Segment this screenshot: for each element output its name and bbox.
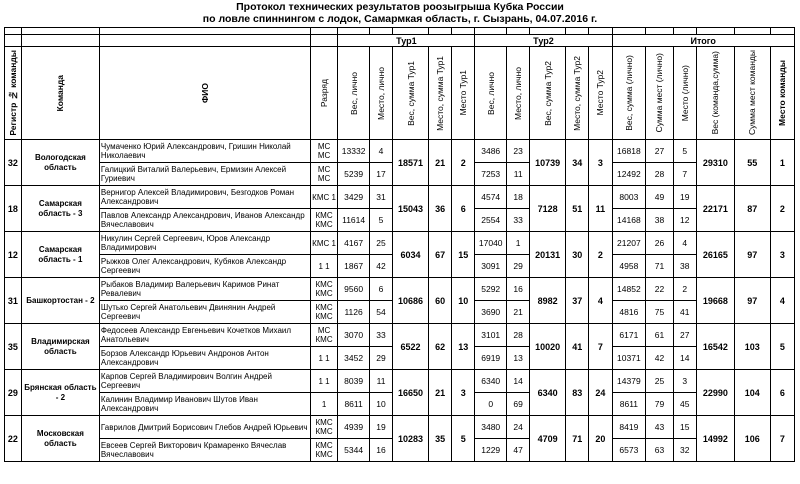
t2-teamplace: 11 — [589, 186, 612, 232]
header-t1-weight: Вес, лично — [348, 71, 359, 115]
tot-weight: 10371 — [612, 347, 646, 370]
tot-place: 19 — [673, 186, 696, 209]
tot-place: 32 — [673, 439, 696, 462]
tot-weight: 12492 — [612, 163, 646, 186]
member-fio: Борзов Александр Юрьевич Андронов Антон Александрович — [99, 347, 310, 370]
team-places: 103 — [734, 324, 770, 370]
t1-weight: 3452 — [338, 347, 370, 370]
t1-place: 31 — [369, 186, 392, 209]
t1-placesum: 36 — [428, 186, 451, 232]
member-rank: КМС 1 — [310, 232, 337, 255]
header-reg: Регистр № команды — [7, 50, 18, 136]
tot-weight: 14168 — [612, 209, 646, 232]
t1-weight: 13332 — [338, 140, 370, 163]
tot-place: 15 — [673, 416, 696, 439]
t1-placesum: 62 — [428, 324, 451, 370]
team-weight: 16542 — [696, 324, 734, 370]
t1-placesum: 60 — [428, 278, 451, 324]
t2-weight: 6340 — [475, 370, 507, 393]
t2-weight: 1229 — [475, 439, 507, 462]
protocol-title — [0, 0, 800, 27]
t2-teamplace: 4 — [589, 278, 612, 324]
team-places: 106 — [734, 416, 770, 462]
member-rank: 1 1 — [310, 255, 337, 278]
t2-placesum: 34 — [566, 140, 589, 186]
header-group-row — [5, 35, 795, 47]
t1-weight: 8039 — [338, 370, 370, 393]
header-t2-placesum: Место, сумма Тур2 — [572, 55, 583, 131]
tot-placesum: 27 — [646, 140, 673, 163]
tot-place: 4 — [673, 232, 696, 255]
member-fio: Чумаченко Юрий Александрович, Гришин Николай Николаевич — [99, 140, 310, 163]
t2-weight: 7253 — [475, 163, 507, 186]
group-tur2: Тур2 — [475, 35, 612, 47]
member-rank: 1 — [310, 393, 337, 416]
team-place: 2 — [770, 186, 794, 232]
t2-teamplace: 20 — [589, 416, 612, 462]
t1-place: 5 — [369, 209, 392, 232]
tot-weight: 6171 — [612, 324, 646, 347]
t1-teamplace: 6 — [452, 186, 475, 232]
t2-place: 29 — [507, 255, 530, 278]
t1-teamplace: 10 — [452, 278, 475, 324]
tot-placesum: 71 — [646, 255, 673, 278]
member-fio: Рыжков Олег Александрович, Кубяков Александр Сергеевич — [99, 255, 310, 278]
header-tot-weight: Вес, сумма (лично) — [623, 55, 634, 131]
member-rank: КМС КМС — [310, 278, 337, 301]
t2-place: 23 — [507, 140, 530, 163]
team-name: Владимирская область — [21, 324, 99, 370]
tot-place: 12 — [673, 209, 696, 232]
tot-placesum: 28 — [646, 163, 673, 186]
t1-weight: 3429 — [338, 186, 370, 209]
header-t2-teamplace: Место Тур2 — [595, 70, 606, 116]
tot-placesum: 25 — [646, 370, 673, 393]
t2-sum: 10020 — [530, 324, 566, 370]
tot-weight: 16818 — [612, 140, 646, 163]
team-reg: 18 — [5, 186, 22, 232]
t1-sum: 15043 — [393, 186, 429, 232]
t1-weight: 4167 — [338, 232, 370, 255]
team-reg: 32 — [5, 140, 22, 186]
t2-weight: 3480 — [475, 416, 507, 439]
header-fio: ФИО — [199, 83, 210, 103]
table-row — [5, 324, 795, 347]
tot-place: 41 — [673, 301, 696, 324]
team-places: 87 — [734, 186, 770, 232]
header-t1-sum: Вес, сумма Тур1 — [405, 60, 416, 126]
t1-sum: 16650 — [393, 370, 429, 416]
t1-weight: 3070 — [338, 324, 370, 347]
member-rank: КМС КМС — [310, 209, 337, 232]
team-weight: 29310 — [696, 140, 734, 186]
header-t1-place: Место, лично — [376, 66, 387, 120]
member-fio: Никулин Сергей Сергеевич, Юров Александр Владимирович — [99, 232, 310, 255]
t1-place: 29 — [369, 347, 392, 370]
tot-place: 7 — [673, 163, 696, 186]
tot-place: 27 — [673, 324, 696, 347]
t1-place: 42 — [369, 255, 392, 278]
team-weight: 14992 — [696, 416, 734, 462]
tot-weight: 14852 — [612, 278, 646, 301]
t2-weight: 3486 — [475, 140, 507, 163]
team-reg: 31 — [5, 278, 22, 324]
team-places: 55 — [734, 140, 770, 186]
t2-place: 11 — [507, 163, 530, 186]
t1-teamplace: 2 — [452, 140, 475, 186]
t1-placesum: 21 — [428, 140, 451, 186]
t1-place: 16 — [369, 439, 392, 462]
t2-place: 47 — [507, 439, 530, 462]
header-t1-placesum: Место, сумма Тур1 — [435, 55, 446, 131]
member-fio: Евсеев Сергей Викторович Крамаренко Вячеслав Вячеславович — [99, 439, 310, 462]
tot-place: 2 — [673, 278, 696, 301]
t1-sum: 6522 — [393, 324, 429, 370]
team-name: Башкортостан - 2 — [21, 278, 99, 324]
t2-place: 33 — [507, 209, 530, 232]
member-fio: Павлов Александр Александрович, Иванов Александр Вячеславович — [99, 209, 310, 232]
results-table — [4, 27, 795, 462]
t2-placesum: 83 — [566, 370, 589, 416]
member-fio: Федосеев Александр Евгеньевич Кочетков Михаил Анатольевич — [99, 324, 310, 347]
t1-place: 25 — [369, 232, 392, 255]
t2-weight: 6919 — [475, 347, 507, 370]
header-row — [5, 47, 795, 140]
t1-weight: 1126 — [338, 301, 370, 324]
tot-place: 5 — [673, 140, 696, 163]
team-places: 97 — [734, 278, 770, 324]
header-team-place: Место команды — [777, 60, 788, 126]
tot-weight: 4816 — [612, 301, 646, 324]
t1-sum: 10686 — [393, 278, 429, 324]
header-t1-teamplace: Место Тур1 — [458, 70, 469, 116]
team-name: Самарская область - 1 — [21, 232, 99, 278]
tot-placesum: 26 — [646, 232, 673, 255]
team-name: Вологодская область — [21, 140, 99, 186]
t1-teamplace: 3 — [452, 370, 475, 416]
team-place: 1 — [770, 140, 794, 186]
header-tot-placesum: Сумма мест (лично) — [654, 53, 665, 133]
header-t2-place: Место, лично — [513, 66, 524, 120]
t1-weight: 1867 — [338, 255, 370, 278]
t2-weight: 3101 — [475, 324, 507, 347]
team-weight: 22990 — [696, 370, 734, 416]
t2-teamplace: 2 — [589, 232, 612, 278]
table-row — [5, 278, 795, 301]
tot-placesum: 49 — [646, 186, 673, 209]
table-row — [5, 370, 795, 393]
tot-place: 45 — [673, 393, 696, 416]
member-rank: КМС КМС — [310, 439, 337, 462]
team-place: 5 — [770, 324, 794, 370]
t1-place: 10 — [369, 393, 392, 416]
header-tot-place: Место (лично) — [679, 64, 690, 122]
t1-weight: 8611 — [338, 393, 370, 416]
tot-place: 38 — [673, 255, 696, 278]
member-rank: КМС КМС — [310, 416, 337, 439]
t2-place: 28 — [507, 324, 530, 347]
t2-sum: 7128 — [530, 186, 566, 232]
member-fio: Карпов Сергей Владимирович Волгин Андрей Сергеевич — [99, 370, 310, 393]
header-spacer-row — [5, 28, 795, 35]
header-t2-weight: Вес, лично — [485, 71, 496, 115]
t1-place: 54 — [369, 301, 392, 324]
title-line-1: Протокол технических результатов роозыгрыша Кубка России — [236, 1, 564, 13]
t1-place: 6 — [369, 278, 392, 301]
team-reg: 35 — [5, 324, 22, 370]
member-rank: МС МС — [310, 163, 337, 186]
team-places: 97 — [734, 232, 770, 278]
t1-placesum: 67 — [428, 232, 451, 278]
member-rank: КМС КМС — [310, 301, 337, 324]
t2-weight: 3091 — [475, 255, 507, 278]
t1-placesum: 35 — [428, 416, 451, 462]
team-places: 104 — [734, 370, 770, 416]
member-rank: МС КМС — [310, 324, 337, 347]
t2-place: 69 — [507, 393, 530, 416]
t1-sum: 6034 — [393, 232, 429, 278]
tot-placesum: 42 — [646, 347, 673, 370]
tot-weight: 6573 — [612, 439, 646, 462]
tot-placesum: 43 — [646, 416, 673, 439]
team-name: Московская область — [21, 416, 99, 462]
team-reg: 22 — [5, 416, 22, 462]
team-place: 4 — [770, 278, 794, 324]
t2-place: 16 — [507, 278, 530, 301]
member-fio: Гаврилов Дмитрий Борисович Глебов Андрей Юрьевич — [99, 416, 310, 439]
t2-sum: 8982 — [530, 278, 566, 324]
t1-teamplace: 5 — [452, 416, 475, 462]
header-rank: Разряд — [319, 78, 330, 108]
t1-teamplace: 13 — [452, 324, 475, 370]
t2-place: 21 — [507, 301, 530, 324]
t2-teamplace: 7 — [589, 324, 612, 370]
t2-place: 1 — [507, 232, 530, 255]
t2-placesum: 71 — [566, 416, 589, 462]
t1-sum: 18571 — [393, 140, 429, 186]
t2-place: 18 — [507, 186, 530, 209]
member-fio: Галицкий Виталий Валерьевич, Ермизин Алексей Гуриевич — [99, 163, 310, 186]
member-rank: КМС 1 — [310, 186, 337, 209]
team-name: Брянская область - 2 — [21, 370, 99, 416]
t1-weight: 5344 — [338, 439, 370, 462]
team-weight: 19668 — [696, 278, 734, 324]
tot-placesum: 22 — [646, 278, 673, 301]
t1-weight: 5239 — [338, 163, 370, 186]
t1-place: 11 — [369, 370, 392, 393]
table-row — [5, 140, 795, 163]
tot-weight: 14379 — [612, 370, 646, 393]
t2-sum: 10739 — [530, 140, 566, 186]
t2-weight: 3690 — [475, 301, 507, 324]
team-name: Самарская область - 3 — [21, 186, 99, 232]
t1-sum: 10283 — [393, 416, 429, 462]
t1-place: 4 — [369, 140, 392, 163]
member-rank: 1 1 — [310, 370, 337, 393]
team-reg: 29 — [5, 370, 22, 416]
t2-placesum: 30 — [566, 232, 589, 278]
t2-weight: 17040 — [475, 232, 507, 255]
tot-placesum: 38 — [646, 209, 673, 232]
t2-teamplace: 24 — [589, 370, 612, 416]
header-tot-teamweight: Вес (команда,сумма) — [710, 51, 721, 135]
tot-placesum: 63 — [646, 439, 673, 462]
tot-weight: 8003 — [612, 186, 646, 209]
t1-placesum: 21 — [428, 370, 451, 416]
t2-sum: 4709 — [530, 416, 566, 462]
t1-place: 19 — [369, 416, 392, 439]
team-weight: 26165 — [696, 232, 734, 278]
member-rank: 1 1 — [310, 347, 337, 370]
t2-placesum: 37 — [566, 278, 589, 324]
team-place: 6 — [770, 370, 794, 416]
header-tot-teamplaces: Сумма мест команды — [747, 50, 758, 136]
tot-weight: 4958 — [612, 255, 646, 278]
team-place: 7 — [770, 416, 794, 462]
member-fio: Калинин Владимир Иванович Шутов Иван Александрович — [99, 393, 310, 416]
member-rank: МС МС — [310, 140, 337, 163]
table-row — [5, 232, 795, 255]
header-team: Команда — [55, 74, 66, 112]
t1-weight: 4939 — [338, 416, 370, 439]
tot-weight: 21207 — [612, 232, 646, 255]
tot-place: 3 — [673, 370, 696, 393]
tot-placesum: 75 — [646, 301, 673, 324]
t1-weight: 11614 — [338, 209, 370, 232]
t2-place: 24 — [507, 416, 530, 439]
t1-place: 17 — [369, 163, 392, 186]
member-fio: Рыбаков Владимир Валерьевич Каримов Ринат Ревалевич — [99, 278, 310, 301]
header-t2-sum: Вес, сумма Тур2 — [542, 60, 553, 126]
t2-sum: 20131 — [530, 232, 566, 278]
t2-teamplace: 3 — [589, 140, 612, 186]
t1-place: 33 — [369, 324, 392, 347]
t2-weight: 0 — [475, 393, 507, 416]
t2-weight: 5292 — [475, 278, 507, 301]
team-weight: 22171 — [696, 186, 734, 232]
t2-place: 14 — [507, 370, 530, 393]
t1-teamplace: 15 — [452, 232, 475, 278]
table-row — [5, 186, 795, 209]
group-tur1: Тур1 — [338, 35, 475, 47]
t2-sum: 6340 — [530, 370, 566, 416]
member-fio: Вернигор Алексей Владимирович, Безгодков Роман Александрович — [99, 186, 310, 209]
tot-placesum: 79 — [646, 393, 673, 416]
t2-place: 13 — [507, 347, 530, 370]
tot-placesum: 61 — [646, 324, 673, 347]
tot-place: 14 — [673, 347, 696, 370]
title-line-2: по ловле спиннингом с лодок, Самармкая область, г. Сызрань, 04.07.2016 г. — [202, 13, 598, 25]
group-itogo: Итого — [612, 35, 795, 47]
team-place: 3 — [770, 232, 794, 278]
tot-weight: 8419 — [612, 416, 646, 439]
member-fio: Шутько Сергей Анатольевич Двинянин Андрей Сергеевич — [99, 301, 310, 324]
t2-placesum: 51 — [566, 186, 589, 232]
tot-weight: 8611 — [612, 393, 646, 416]
t1-weight: 9560 — [338, 278, 370, 301]
t2-weight: 2554 — [475, 209, 507, 232]
t2-weight: 4574 — [475, 186, 507, 209]
table-row — [5, 416, 795, 439]
results-body — [5, 140, 795, 462]
team-reg: 12 — [5, 232, 22, 278]
t2-placesum: 41 — [566, 324, 589, 370]
